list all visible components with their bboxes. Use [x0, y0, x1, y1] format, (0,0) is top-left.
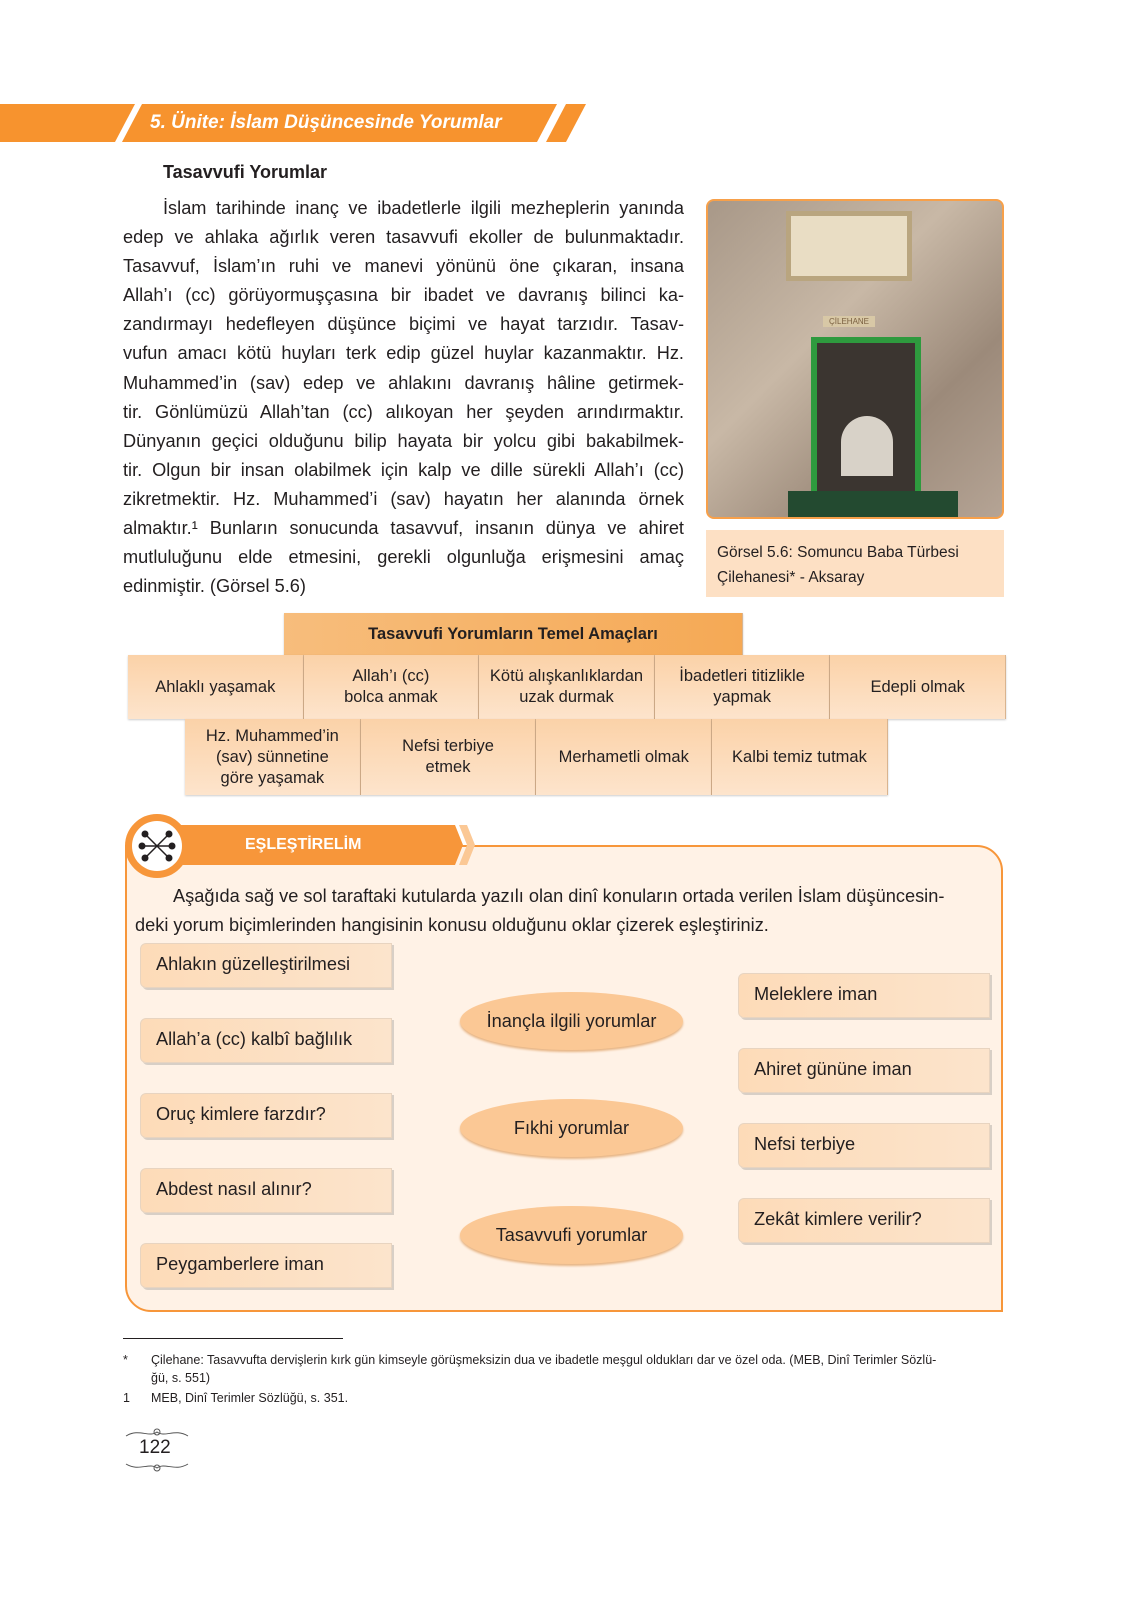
right-match-box[interactable]: Nefsi terbiye — [738, 1123, 990, 1168]
page-number: 122 — [139, 1437, 171, 1458]
footnote-text: MEB, Dinî Terimler Sözlüğü, s. 351. — [151, 1391, 349, 1405]
body-line: Tasavvuf, İslam’ın ruhi ve manevi yönünü öne çıkaran, insana — [123, 256, 684, 277]
left-match-box[interactable]: Ahlakın güzelleştirilmesi — [140, 943, 392, 988]
aim-cell: Kalbi temiz tutmak — [712, 719, 888, 795]
body-line: almaktır.¹ Bunların sonucunda tasavvuf, insanın dünya ve ahiret — [123, 518, 684, 539]
body-line: edinmiştir. (Görsel 5.6) — [123, 576, 306, 597]
aim-cell: Allah’ı (cc) bolca anmak — [304, 655, 480, 719]
aim-cell: Nefsi terbiye etmek — [361, 719, 537, 795]
footnote-text: Çilehane: Tasavvufta dervişlerin kırk gün kimseyle görüşmeksizin dua ve ibadetle meşgul oldukları dar ve özel oda. (MEB, Dinî Terimler Sözlü- — [151, 1353, 937, 1367]
unit-title: 5. Ünite: İslam Düşüncesinde Yorumlar — [150, 112, 502, 133]
body-line: edep ve ahlaka ağırlık veren tasavvufi ekoller de bulunmaktadır. — [123, 227, 684, 248]
middle-category-oval[interactable]: İnançla ilgili yorumlar — [460, 992, 683, 1050]
body-line: Dünyanın geçici olduğunu bilip hayata bir yolcu gibi bakabilmek- — [123, 430, 684, 451]
caption-line: Görsel 5.6: Somuncu Baba Türbesi — [717, 544, 959, 561]
footnote-text: ğü, s. 551) — [151, 1371, 211, 1385]
section-title: Tasavvufi Yorumlar — [163, 162, 328, 182]
body-line: mutluluğunu elde etmesini, gerekli olgunluğa erişmesini amaç — [123, 547, 684, 568]
body-line: Allah’ı (cc) görüyormuşçasına bir ibadet ve davranış bilinci ka- — [123, 285, 684, 306]
instruction-line: deki yorum biçimlerinden hangisinin konusu olduğunu oklar çizerek eşleştiriniz. — [135, 915, 769, 935]
right-match-box[interactable]: Zekât kimlere verilir? — [738, 1198, 990, 1243]
right-match-box[interactable]: Ahiret gününe iman — [738, 1048, 990, 1093]
aim-cell: Ahlaklı yaşamak — [128, 655, 304, 719]
right-match-box[interactable]: Meleklere iman — [738, 973, 990, 1018]
cilehane-photo — [706, 199, 1004, 519]
left-match-box[interactable]: Abdest nasıl alınır? — [140, 1168, 392, 1213]
instruction-line: Aşağıda sağ ve sol taraftaki kutularda yazılı olan dinî konuların ortada verilen İslam düşüncesin- — [173, 886, 945, 906]
photo-sign: ÇİLEHANE — [823, 316, 875, 327]
left-match-box[interactable]: Oruç kimlere farzdır? — [140, 1093, 392, 1138]
body-line: zikretmektir. Hz. Muhammed’i (sav) hayatın her alanında örnek — [123, 488, 684, 509]
footnote-rule — [123, 1338, 343, 1339]
aim-cell: Hz. Muhammed’in (sav) sünnetine göre yaşamak — [185, 719, 361, 795]
middle-category-oval[interactable]: Fıkhi yorumlar — [460, 1099, 683, 1157]
aim-cell: İbadetleri titizlikle yapmak — [655, 655, 831, 719]
figure-caption — [706, 530, 1004, 597]
aim-cell: Edepli olmak — [830, 655, 1006, 719]
aim-cell: Kötü alışkanlıklardan uzak durmak — [479, 655, 655, 719]
aim-cell: Merhametli olmak — [536, 719, 712, 795]
body-line: İslam tarihinde inanç ve ibadetlerle ilgili mezheplerin yanında — [163, 198, 684, 218]
activity-title: EŞLEŞTİRELİM — [245, 836, 362, 853]
body-paragraph — [123, 194, 684, 601]
caption-line: Çilehanesi* - Aksaray — [717, 569, 865, 586]
body-line: zandırmayı hedefleyen düşünce biçimi ve hayat tarzıdır. Tasav- — [123, 314, 684, 335]
body-line: tir. Olgun bir insan olabilmek için kalp ve dille sürekli Allah’ı (cc) — [123, 459, 684, 480]
chevron-decoration-icon — [445, 825, 481, 865]
middle-category-oval[interactable]: Tasavvufi yorumlar — [460, 1206, 683, 1264]
body-line: Muhammed’in (sav) edep ve ahlakını davranış hâline getirmek- — [123, 372, 684, 393]
aims-table-title: Tasavvufi Yorumların Temel Amaçları — [284, 613, 743, 656]
body-line: tir. Gönlümüzü Allah’tan (cc) alıkoyan her şeyden arındırmaktır. — [123, 401, 684, 422]
footnote-mark: 1 — [123, 1391, 130, 1405]
matching-icon — [125, 814, 189, 878]
activity-instruction — [135, 882, 993, 940]
left-match-box[interactable]: Allah’a (cc) kalbî bağlılık — [140, 1018, 392, 1063]
left-match-box[interactable]: Peygamberlere iman — [140, 1243, 392, 1288]
footnote-mark: * — [123, 1353, 128, 1367]
body-line: vufun amacı kötü huyları terk edip güzel huylar kazanmaktır. Hz. — [123, 343, 684, 364]
